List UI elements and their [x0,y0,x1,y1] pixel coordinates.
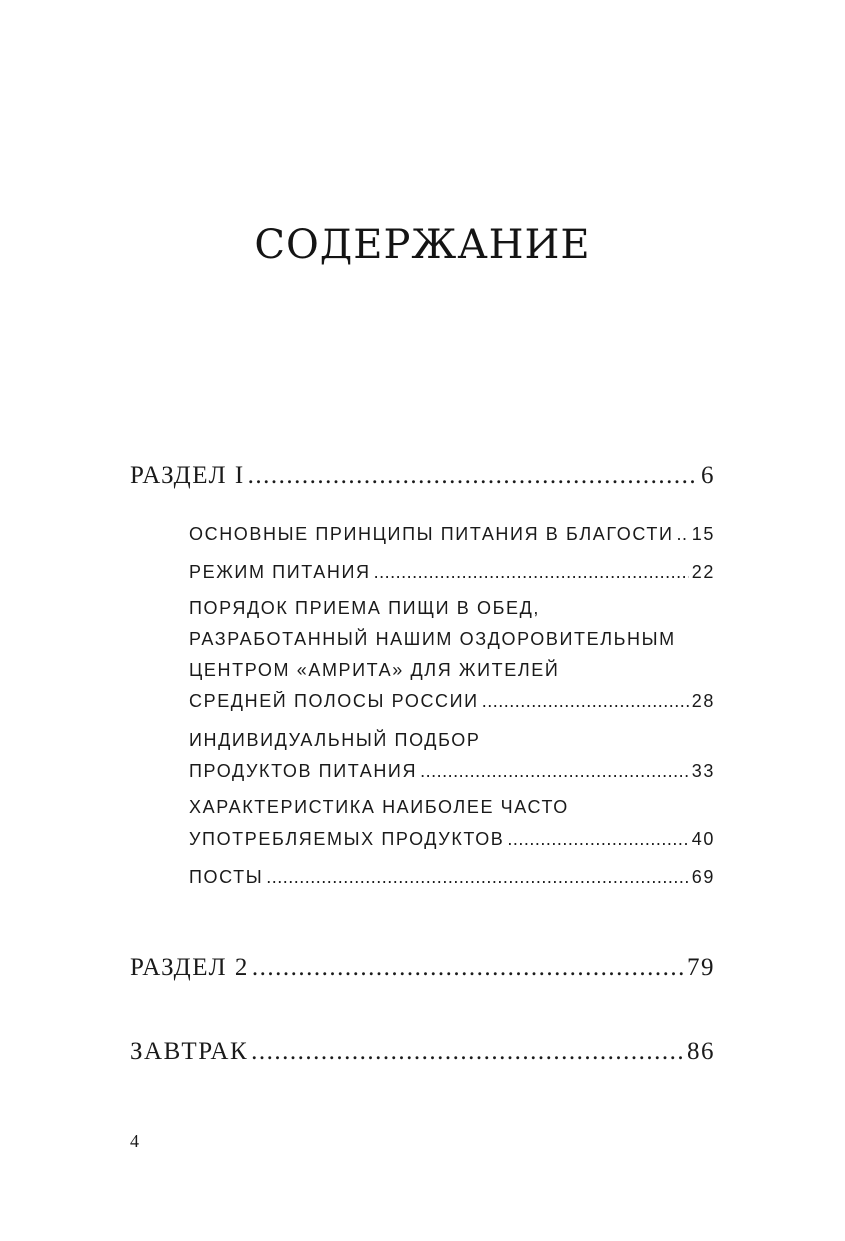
dot-leader [420,761,689,782]
toc-entry-label: РЕЖИМ ПИТАНИЯ [189,562,371,582]
toc-entry-label: СРЕДНЕЙ ПОЛОСЫ РОССИИ [189,691,479,711]
toc-entry-lunch-line: РАЗРАБОТАННЫЙ НАШИМ ОЗДОРОВИТЕЛЬНЫМ [189,629,676,649]
toc-entry-selection-line: ИНДИВИДУАЛЬНЫЙ ПОДБОР [189,730,481,750]
toc-section-page: 6 [701,462,715,489]
page-title: СОДЕРЖАНИЕ [254,222,591,268]
toc-entry-page: 33 [691,761,715,781]
toc-entry-products[interactable] [189,829,715,850]
toc-entry-lunch-line: ЦЕНТРОМ «АМРИТА» ДЛЯ ЖИТЕЛЕЙ [189,660,560,680]
dot-leader [374,562,689,583]
toc-entry-page: 28 [691,691,715,711]
toc-entry-principles[interactable] [189,524,715,545]
dot-leader [676,524,688,545]
toc-entry-lunch-line: ПОРЯДОК ПРИЕМА ПИЩИ В ОБЕД, [189,598,541,618]
toc-entry-page: 15 [691,524,715,544]
toc-entry-page: 40 [691,829,715,849]
page-number: 4 [130,1131,139,1151]
toc-section-1[interactable] [130,462,715,490]
toc-entry-page: 69 [691,867,715,887]
dot-leader [252,954,684,982]
dot-leader [251,1038,684,1066]
toc-entry-label: ПРОДУКТОВ ПИТАНИЯ [189,761,418,781]
dot-leader [248,462,698,490]
toc-entry-products-line: ХАРАКТЕРИСТИКА НАИБОЛЕЕ ЧАСТО [189,797,569,817]
toc-entry-label: УПОТРЕБЛЯЕМЫХ ПРОДУКТОВ [189,829,505,849]
toc-entry-label: ОСНОВНЫЕ ПРИНЦИПЫ ПИТАНИЯ В БЛАГОСТИ [189,524,674,544]
toc-entry-label: ПОСТЫ [189,867,264,887]
toc-section-page: 86 [687,1038,715,1065]
toc-section-page: 79 [687,954,715,981]
toc-entry-fasts[interactable] [189,867,715,888]
toc-entry-page: 22 [691,562,715,582]
dot-leader [266,867,688,888]
toc-entry-regime[interactable] [189,562,715,583]
toc-section-label: РАЗДЕЛ I [130,462,245,489]
toc-section-label: ЗАВТРАК [130,1038,249,1065]
toc-section-2[interactable] [130,954,715,982]
toc-section-label: РАЗДЕЛ 2 [130,954,249,981]
dot-leader [507,829,688,850]
dot-leader [482,691,689,712]
toc-section-breakfast[interactable] [130,1038,715,1066]
toc-entry-selection[interactable] [189,761,715,782]
toc-entry-lunch[interactable] [189,691,715,712]
